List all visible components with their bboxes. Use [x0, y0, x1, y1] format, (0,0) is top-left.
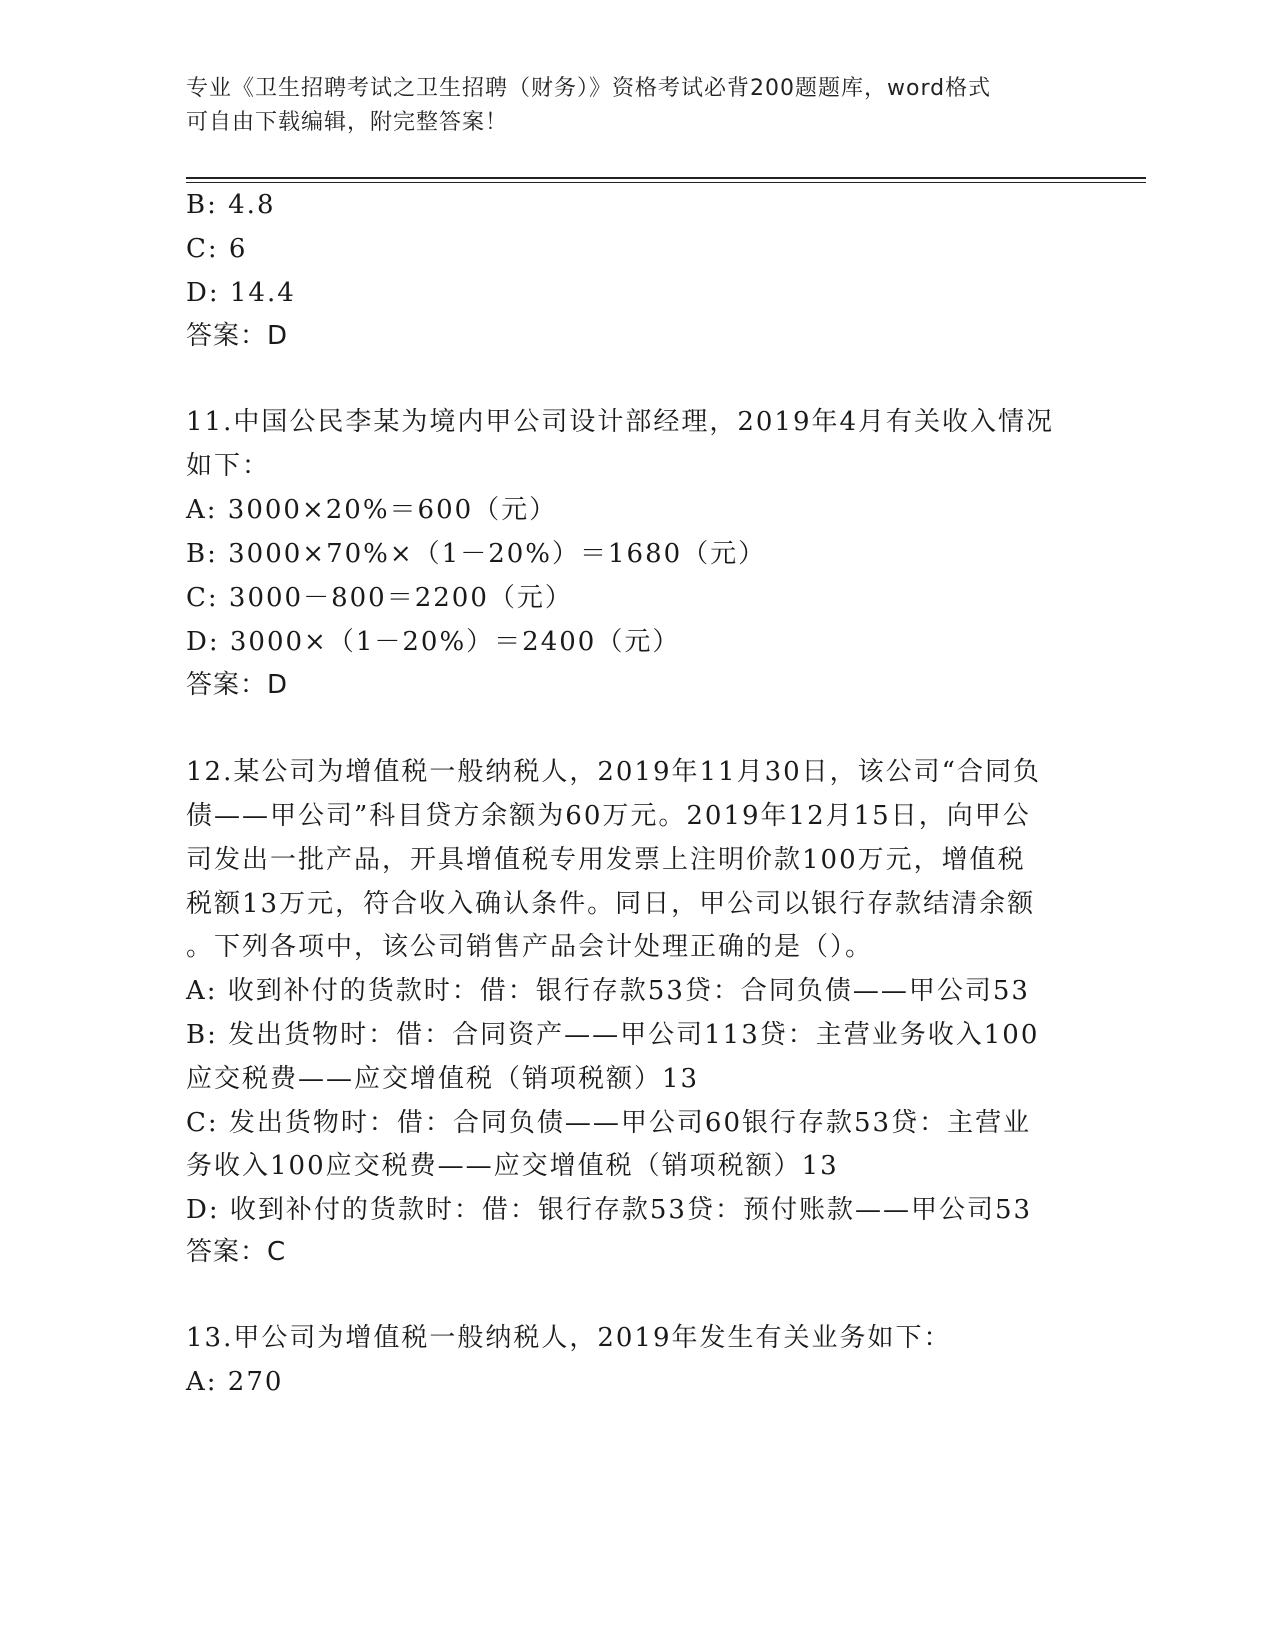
q12-stem-line-4: 税额13万元，符合收入确认条件。同日，甲公司以银行存款结清余额: [186, 889, 1036, 919]
q13-stem-line-1: 13.甲公司为增值税一般纳税人，2019年发生有关业务如下：: [186, 1323, 952, 1353]
header-title-line-2: 可自由下载编辑，附完整答案！: [186, 110, 509, 135]
q12-option-b-line-2: 应交税费——应交增值税（销项税额）13: [186, 1064, 700, 1094]
q11-option-d: D: 3000×（1－20%）＝2400（元）: [186, 627, 681, 657]
q11-stem-line-1: 11.中国公民李某为境内甲公司设计部经理，2019年4月有关收入情况: [186, 407, 1055, 437]
q11-option-b: B: 3000×70%×（1－20%）＝1680（元）: [186, 539, 767, 569]
q10-option-d: D: 14.4: [186, 278, 296, 308]
header-rule-thick: [186, 177, 1146, 179]
header-title-line-1: 专业《卫生招聘考试之卫生招聘（财务）》资格考试必背200题题库，word格式: [186, 76, 992, 101]
q10-answer: 答案：D: [186, 321, 289, 351]
q12-option-c-line-2: 务收入100应交税费——应交增值税（销项税额）13: [186, 1151, 839, 1181]
q12-option-b-line-1: B: 发出货物时：借：合同资产——甲公司113贷：主营业务收入100: [186, 1020, 1040, 1050]
q11-answer: 答案：D: [186, 670, 289, 700]
document-header: [186, 72, 1086, 140]
q13-option-a: A: 270: [186, 1367, 284, 1397]
q12-stem-line-5: 。下列各项中，该公司销售产品会计处理正确的是（）。: [186, 932, 874, 962]
q11-option-c: C: 3000－800＝2200（元）: [186, 583, 573, 613]
q12-option-a: A: 收到补付的货款时：借：银行存款53贷：合同负债——甲公司53: [186, 976, 1030, 1006]
q12-option-d: D: 收到补付的货款时：借：银行存款53贷：预付账款——甲公司53: [186, 1195, 1033, 1225]
q10-option-c: C: 6: [186, 234, 248, 264]
header-rule-thin: [186, 182, 1146, 183]
q11-stem-line-2: 如下：: [186, 451, 271, 481]
q10-option-b: B: 4.8: [186, 190, 276, 220]
q11-option-a: A: 3000×20%＝600（元）: [186, 495, 558, 525]
q12-stem-line-1: 12.某公司为增值税一般纳税人，2019年11月30日，该公司“合同负: [186, 757, 1041, 787]
q12-answer: 答案：C: [186, 1237, 287, 1267]
q12-option-c-line-1: C: 发出货物时：借：合同负债——甲公司60银行存款53贷：主营业: [186, 1108, 1032, 1138]
q12-stem-line-2: 债——甲公司”科目贷方余额为60万元。2019年12月15日，向甲公: [186, 801, 1031, 831]
q12-stem-line-3: 司发出一批产品，开具增值税专用发票上注明价款100万元，增值税: [186, 845, 1026, 875]
